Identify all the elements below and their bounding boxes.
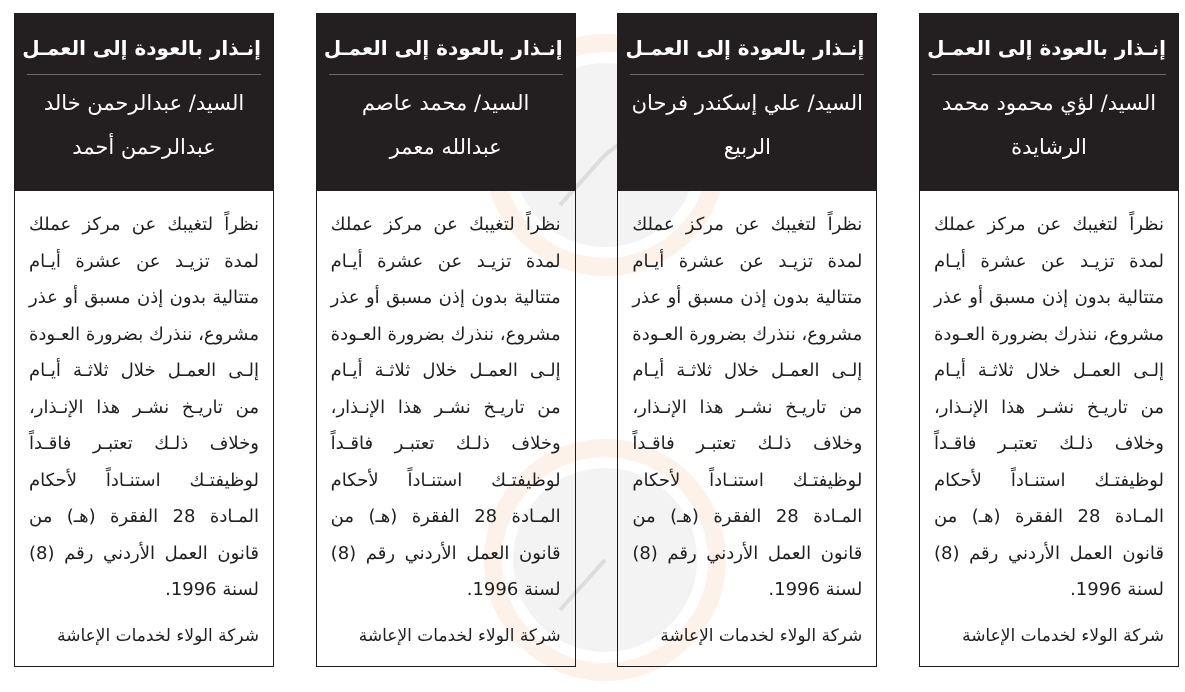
notice-header — [618, 14, 876, 191]
notice-header — [15, 14, 273, 191]
notice-recipient-name: السيد/ لؤي محمود محمد الرشايدة — [941, 91, 1157, 159]
notice-title: إنـذار بالعودة إلى العمـل — [27, 26, 261, 75]
notice-header — [317, 14, 575, 191]
notices-row — [14, 13, 1179, 669]
notice-signature: شركة الولاء لخدمات الإعاشة — [660, 626, 863, 646]
notice-recipient-name: السيد/ محمد عاصم عبدالله معمر — [361, 91, 530, 159]
notice-body-text: نظراً لتغيبك عن مركز عملك لمدة تزيـد عن عشرة أيـام متتالية بدون إذن مسبق أو عذر مشروع، ننذرك بضرورة العـودة إلـى العمـل خلال ثلاثـة أيـام من تاريـخ نشـر هذا الإنـذار، وخلاف ذلـك تعتبـر فاقـداً لوظيفتـك استنـاداً لأحكام المـادة 28 الفقرة (هـ) من قانون العمل الأردني رقم (8) لسنة 1996. — [632, 214, 863, 600]
notice-body-text: نظراً لتغيبك عن مركز عملك لمدة تزيـد عن عشرة أيـام متتالية بدون إذن مسبق أو عذر مشروع، ننذرك بضرورة العـودة إلـى العمـل خلال ثلاثـة أيـام من تاريـخ نشـر هذا الإنـذار، وخلاف ذلـك تعتبـر فاقـداً لوظيفتـك استنـاداً لأحكام المـادة 28 الفقرة (هـ) من قانون العمل الأردني رقم (8) لسنة 1996. — [28, 214, 259, 600]
notice-card — [14, 13, 274, 667]
notice-recipient-name: السيد/ علي إسكندر فرحان الربيع — [631, 91, 863, 159]
notice-title: إنـذار بالعودة إلى العمـل — [630, 26, 864, 75]
notice-body-text: نظراً لتغيبك عن مركز عملك لمدة تزيـد عن عشرة أيـام متتالية بدون إذن مسبق أو عذر مشروع، ننذرك بضرورة العـودة إلـى العمـل خلال ثلاثـة أيـام من تاريـخ نشـر هذا الإنـذار، وخلاف ذلـك تعتبـر فاقـداً لوظيفتـك استنـاداً لأحكام المـادة 28 الفقرة (هـ) من قانون العمل الأردني رقم (8) لسنة 1996. — [330, 214, 561, 600]
notice-card — [316, 13, 576, 667]
notice-body-text: نظراً لتغيبك عن مركز عملك لمدة تزيـد عن عشرة أيـام متتالية بدون إذن مسبق أو عذر مشروع، ننذرك بضرورة العـودة إلـى العمـل خلال ثلاثـة أيـام من تاريـخ نشـر هذا الإنـذار، وخلاف ذلـك تعتبـر فاقـداً لوظيفتـك استنـاداً لأحكام المـادة 28 الفقرة (هـ) من قانون العمل الأردني رقم (8) لسنة 1996. — [933, 214, 1164, 600]
notice-signature: شركة الولاء لخدمات الإعاشة — [962, 626, 1164, 646]
notice-signature: شركة الولاء لخدمات الإعاشة — [57, 626, 259, 646]
notice-header — [920, 14, 1178, 191]
notice-signature: شركة الولاء لخدمات الإعاشة — [358, 626, 561, 646]
notice-card — [919, 13, 1179, 667]
notice-title: إنـذار بالعودة إلى العمـل — [932, 26, 1166, 75]
notice-recipient-name: السيد/ عبدالرحمن خالد عبدالرحمن أحمد — [43, 91, 245, 159]
notice-card — [617, 13, 877, 667]
notice-title: إنـذار بالعودة إلى العمـل — [329, 26, 563, 75]
